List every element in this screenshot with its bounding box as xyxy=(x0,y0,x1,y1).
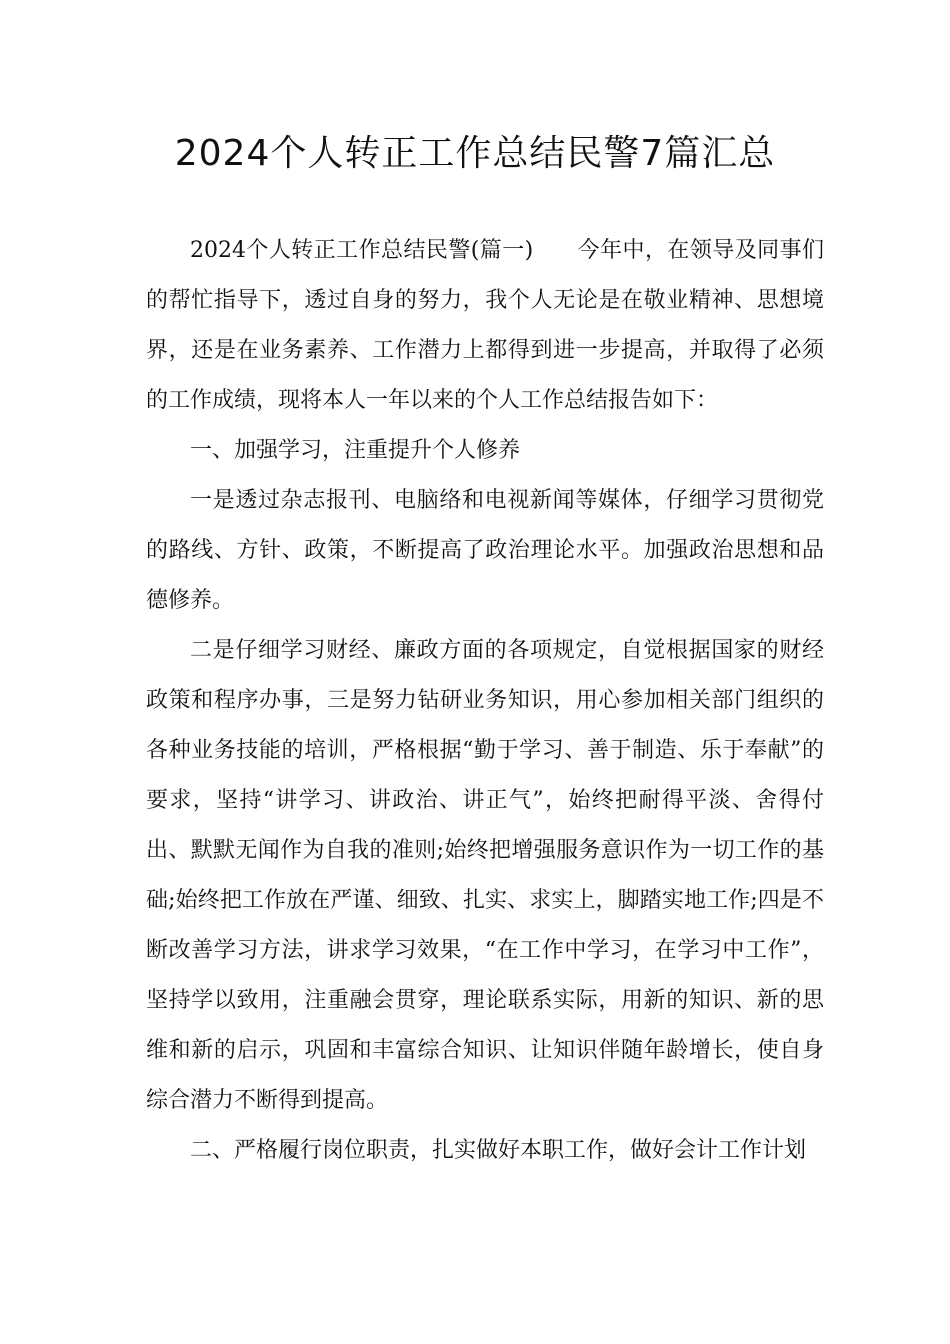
document-body xyxy=(146,226,824,1176)
paragraph-point-1: 一是透过杂志报刊、电脑络和电视新闻等媒体，仔细学习贯彻党的路线、方针、政策，不断提高了政治理论水平。加强政治思想和品德修养。 xyxy=(146,488,824,613)
intro-text: 今年中，在领导及同事们的帮忙指导下，透过自身的努力，我个人无论是在敬业精神、思想境界，还是在业务素养、工作潜力上都得到进一步提高，并取得了必须的工作成绩，现将本人一年以来的个人工作总结报告如下： xyxy=(146,238,824,413)
document-title: 2024个人转正工作总结民警7篇汇总 xyxy=(174,133,776,174)
section-label: 2024个人转正工作总结民警(篇一) xyxy=(190,238,534,263)
heading-section-2: 二、严格履行岗位职责，扎实做好本职工作，做好会计工作计划 xyxy=(190,1138,807,1163)
paragraph-intro xyxy=(146,226,824,426)
paragraph-point-2: 二是仔细学习财经、廉政方面的各项规定，自觉根据国家的财经政策和程序办事，三是努力钻研业务知识，用心参加相关部门组织的各种业务技能的培训，严格根据“勤于学习、善于制造、乐于奉献”的要求，坚持“讲学习、讲政治、讲正气”，始终把耐得平淡、舍得付出、默默无闻作为自我的准则;始终把增强服务意识作为一切工作的基础;始终把工作放在严谨、细致、扎实、求实上，脚踏实地工作;四是不断改善学习方法，讲求学习效果，“在工作中学习，在学习中工作”，坚持学以致用，注重融会贯穿，理论联系实际，用新的知识、新的思维和新的启示，巩固和丰富综合知识、让知识伴随年龄增长，使自身综合潜力不断得到提高。 xyxy=(146,638,824,1113)
heading-section-1: 一、加强学习，注重提升个人修养 xyxy=(190,438,521,463)
